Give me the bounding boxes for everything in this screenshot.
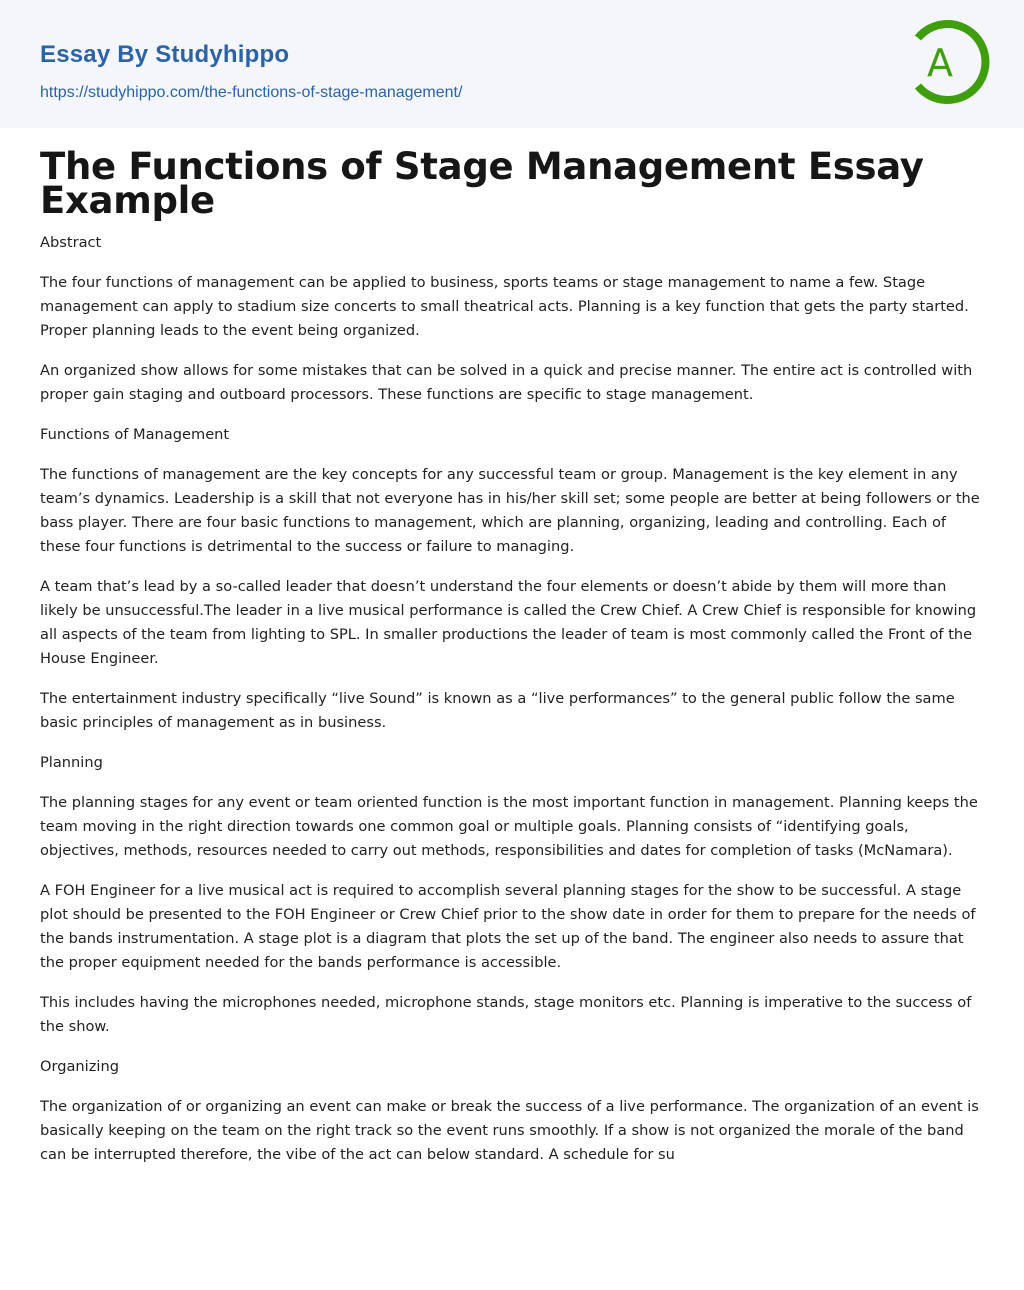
essay-body	[40, 231, 984, 1167]
paragraph: A FOH Engineer for a live musical act is required to accomplish several planning stages for the show to be successful. A stage plot should be presented to the FOH Engineer or Crew Chief prior to the show date in order for them to prepare for the needs of the bands instrumentation. A stage plot is a diagram that plots the set up of the band. The engineer also needs to assure that the proper equipment needed for the bands performance is accessible.	[40, 882, 976, 971]
paragraph: A team that’s lead by a so-called leader that doesn’t understand the four elements or doesn’t abide by them will more than likely be unsuccessful.The leader in a live musical performance is called the Crew Chief. A Crew Chief is responsible for knowing all aspects of the team from lighting to SPL. In smaller productions the leader of team is most commonly called the Front of the House Engineer.	[40, 578, 977, 667]
paragraph: This includes having the microphones needed, microphone stands, stage monitors etc. Planning is imperative to the success of the show.	[40, 994, 972, 1035]
paragraph: The four functions of management can be applied to business, sports teams or stage management to name a few. Stage management can apply to stadium size concerts to small theatrical acts. Planning is a key function that gets the party started. Proper planning leads to the event being organized.	[40, 274, 969, 339]
page-title: The Functions of Stage Management Essay Example	[40, 145, 924, 222]
section-heading: Abstract	[40, 234, 102, 251]
paragraph: The organization of or organizing an event can make or break the success of a live performance. The organization of an event is basically keeping on the team on the right track so the event runs smoothly. If a show is not organized the morale of the band can be interrupted therefore, the vibe of the act can below standard. A schedule for su	[40, 1098, 979, 1163]
source-url-link[interactable]: https://studyhippo.com/the-functions-of-stage-management/	[40, 84, 463, 101]
studyhippo-logo-icon[interactable]	[906, 18, 990, 106]
paragraph: The planning stages for any event or team oriented function is the most important function in management. Planning keeps the team moving in the right direction towards one common goal or multiple goals. Planning consists of “identifying goals, objectives, methods, resources needed to carry out methods, responsibilities and dates for completion of tasks (McNamara).	[40, 794, 978, 859]
section-heading: Organizing	[40, 1058, 119, 1075]
svg-text:A: A	[927, 41, 953, 85]
site-header	[0, 0, 1024, 128]
section-heading: Functions of Management	[40, 426, 230, 443]
paragraph: The entertainment industry specifically “live Sound” is known as a “live performances” to the general public follow the same basic principles of management as in business.	[40, 690, 955, 731]
brand-title: Essay By Studyhippo	[40, 41, 290, 68]
paragraph: The functions of management are the key concepts for any successful team or group. Management is the key element in any team’s dynamics. Leadership is a skill that not everyone has in his/her skill set; some people are better at being followers or the bass player. There are four basic functions to management, which are planning, organizing, leading and controlling. Each of these four functions is detrimental to the success or failure to managing.	[40, 466, 980, 555]
essay-content	[0, 145, 1024, 1167]
section-heading: Planning	[40, 754, 103, 771]
paragraph: An organized show allows for some mistakes that can be solved in a quick and precise manner. The entire act is controlled with proper gain staging and outboard processors. These functions are specific to stage management.	[40, 362, 973, 403]
